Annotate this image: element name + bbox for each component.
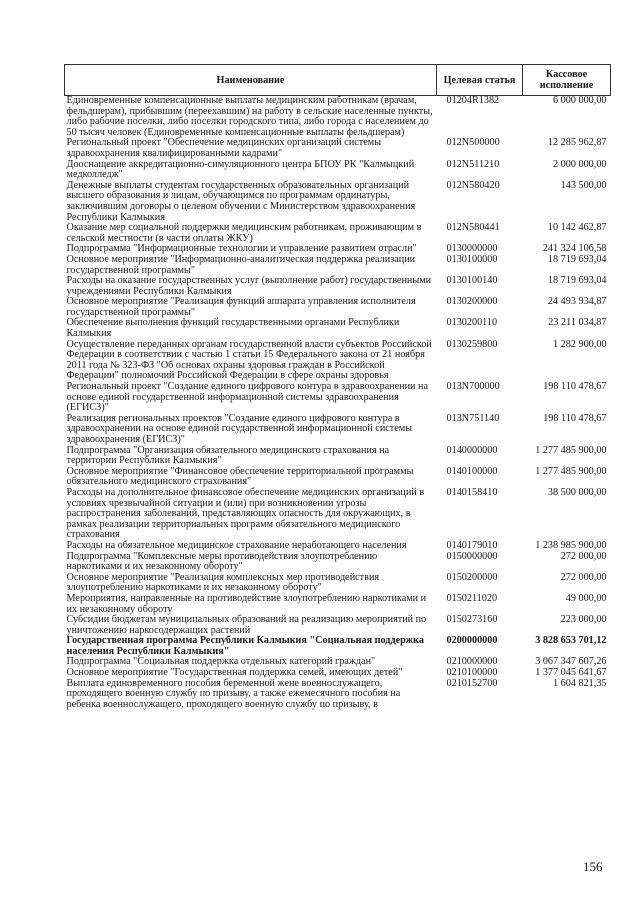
table-row: [65, 541, 611, 552]
row-amount-cell: 10 142 462,87: [547, 222, 607, 234]
row-amount-cell: 2 000 000,00: [553, 158, 607, 170]
row-amount-cell: 3 067 347 607,26: [535, 656, 607, 668]
row-code-cell: 0150200000: [446, 571, 498, 583]
table-row: [65, 414, 611, 446]
row-name-cell: Региональный проект "Обеспечение медицинских организаций системы здравоохранения квалифицированными кадрами": [66, 137, 382, 159]
row-code-cell: 0210152700: [446, 677, 498, 689]
row-name-cell: Расходы на обязательное медицинское страхование неработающего населения: [66, 539, 407, 551]
row-name-cell: Основное мероприятие "Информационно-аналитическая поддержка реализации государственной программы": [66, 253, 416, 276]
row-name-cell: Подпрограмма "Комплексные меры противодействия злоупотреблению наркотиками и их незаконному обороту": [66, 550, 378, 573]
row-code-cell: 012N511210: [446, 158, 500, 170]
row-code-cell: 0150211020: [446, 592, 498, 604]
row-amount-cell: 198 110 478,67: [543, 381, 607, 393]
row-code-cell: 0200000000: [446, 635, 498, 647]
row-amount-cell: 272 000,00: [560, 571, 607, 583]
budget-table: [64, 64, 611, 710]
table-row: [65, 636, 611, 657]
row-code-cell: 0210000000: [446, 656, 498, 668]
row-code-cell: 0150000000: [446, 550, 498, 562]
row-name-cell: Реализация региональных проектов "Создание единого цифрового контура в здравоохранении на основе единой государственной информационной системы здравоохранения (ЕГИСЗ)": [66, 412, 413, 445]
row-amount-cell: 1 604 821,35: [553, 677, 607, 689]
row-name-cell: Основное мероприятие "Реализация функций аппарата управления исполнителя государственной программы": [66, 296, 416, 318]
table-row: [65, 276, 611, 297]
row-code-cell: 0130200110: [446, 317, 498, 329]
row-code-cell: 0140100000: [446, 465, 498, 477]
table-row: [65, 382, 611, 414]
row-name-cell: Единовременные компенсационные выплаты медицинским работникам (врачам, фельдшерам), прибывшим (переехавшим) на работу в сельские населенные пункты, либо рабочие поселки, либо поселки городского типа, либо города с населением до 50 тысяч человек (Единовременные компенсационные выплаты фельдшерам): [66, 95, 433, 138]
row-name-cell: Основное мероприятие "Реализация комплексных мер противодействия злоупотреблению наркотиками и их незаконному обороту": [66, 571, 380, 594]
header-name: Наименование: [65, 65, 437, 96]
row-name-cell: Осуществление переданных органам государственной власти субъектов Российской Федерации в соответствии с частью 1 статьи 15 Федерального закона от 21 ноября 2011 года № 323-ФЗ "Об основах охраны здоровья граждан в Российской Федерации" полномочий Российской Федерации в сфере охраны здоровья: [66, 338, 432, 382]
row-code-cell: 0130259800: [446, 338, 498, 350]
row-name-cell: Денежные выплаты студентам государственных образовательных организаций высшего образования и лицам, обучающимся по программам ординатуры, заключившим договоры о целевом обучении с Министерством здравоохранения Республики Калмыкия: [66, 179, 416, 223]
row-name-cell: Подпрограмма "Организация обязательного медицинского страхования на территории Республики Калмыкия": [66, 444, 390, 467]
table-row: [65, 340, 611, 382]
table-row: [65, 297, 611, 318]
row-amount-cell: 1 277 485 900,00: [535, 444, 607, 456]
row-amount-cell: 1 377 045 641,67: [535, 667, 607, 679]
row-amount-cell: 272 000,00: [560, 550, 607, 562]
table-body: [65, 96, 611, 711]
row-name-cell: Государственная программа Республики Калмыкия "Социальная поддержка населения Республики Калмыкия": [66, 635, 424, 657]
row-code-cell: 012N500000: [446, 137, 500, 149]
table-row: [65, 223, 611, 244]
row-code-cell: 0140158410: [446, 486, 498, 498]
row-name-cell: Подпрограмма "Социальная поддержка отдельных категорий граждан": [66, 656, 376, 668]
row-amount-cell: 12 285 962,87: [547, 137, 607, 149]
header-code: Целевая статья: [437, 65, 523, 96]
row-code-cell: 0140179010: [446, 539, 498, 551]
row-name-cell: Субсидии бюджетам муниципальных образований на реализацию мероприятий по уничтожению наркосодержащих растений: [66, 614, 427, 636]
row-code-cell: 0130000000: [446, 243, 498, 255]
row-amount-cell: 223 000,00: [560, 614, 607, 626]
row-amount-cell: 49 000,00: [565, 592, 607, 604]
table-header-row: [65, 65, 611, 96]
table-row: [65, 552, 611, 573]
row-code-cell: 0130200000: [446, 296, 498, 308]
row-amount-cell: 18 719 693,04: [547, 275, 607, 287]
table-row: [65, 138, 611, 159]
table-row: [65, 446, 611, 467]
table-row: [65, 594, 611, 615]
table-row: [65, 467, 611, 488]
row-amount-cell: 3 828 653 701,12: [535, 635, 607, 647]
table-row: [65, 488, 611, 541]
table-row: [65, 679, 611, 711]
row-name-cell: Оказание мер социальной поддержки медицинским работникам, проживающим в сельской местности (в части оплаты ЖКУ): [66, 222, 422, 244]
row-name-cell: Дооснащение аккредитационно-симуляционного центра БПОУ РК "Калмыцкий медколледж": [66, 158, 415, 181]
row-amount-cell: 1 238 985 900,00: [535, 539, 607, 551]
table-row: [65, 318, 611, 339]
row-name-cell: Подпрограмма "Информационные технологии и управление развитием отрасли": [66, 243, 417, 255]
row-amount-cell: 1 282 900,00: [553, 338, 607, 350]
row-code-cell: 0210100000: [446, 667, 498, 679]
row-code-cell: 0130100140: [446, 275, 498, 287]
row-code-cell: 01204R1382: [446, 95, 500, 106]
row-name-cell: Региональный проект "Создание единого цифрового контура в здравоохранении на основе единой государственной информационной системы здравоохранения (ЕГИСЗ)": [66, 381, 429, 414]
row-name-cell: Основное мероприятие "Финансовое обеспечение территориальной программы обязательного медицинского страхования": [66, 465, 414, 488]
row-code-cell: 0140000000: [446, 444, 498, 456]
row-amount-cell: 18 719 693,04: [547, 253, 607, 265]
page-number: 156: [583, 859, 603, 874]
table-row: [65, 181, 611, 223]
budget-table-page: [64, 64, 610, 710]
table-row: [65, 573, 611, 594]
row-amount-cell: 38 500 000,00: [547, 486, 607, 498]
row-name-cell: Выплата единовременного пособия беременной жене военнослужащего, проходящего военную службу по призыву, а также ежемесячного пособия на ребенка военнослужащего, проходящего военную службу по призыву, в: [66, 677, 401, 710]
header-amount: Кассовое исполнение: [523, 65, 611, 96]
row-code-cell: 0150273160: [446, 614, 498, 626]
row-amount-cell: 143 500,00: [560, 179, 607, 191]
row-amount-cell: 198 110 478,67: [543, 412, 607, 424]
row-amount-cell: 241 324 106,58: [542, 243, 607, 255]
row-name-cell: Мероприятия, направленные на противодействие злоупотреблению наркотиками и их незаконному обороту: [66, 592, 427, 615]
row-code-cell: 012N580441: [446, 222, 500, 234]
table-row: [65, 96, 611, 139]
row-code-cell: 012N580420: [446, 179, 500, 191]
row-amount-cell: 23 211 034,87: [548, 317, 607, 329]
row-amount-cell: 6 000 000,00: [553, 95, 607, 106]
row-code-cell: 0130100000: [446, 253, 498, 265]
row-name-cell: Обеспечение выполнения функций государственными органами Республики Калмыкия: [66, 317, 400, 340]
row-amount-cell: 24 493 934,87: [547, 296, 607, 308]
row-code-cell: 013N700000: [446, 381, 500, 393]
table-row: [65, 255, 611, 276]
row-name-cell: Основное мероприятие "Государственная поддержка семей, имеющих детей": [66, 667, 403, 679]
row-code-cell: 013N751140: [446, 412, 500, 424]
row-name-cell: Расходы на дополнительное финансовое обеспечение медицинских организаций в условиях чрезвычайной ситуации и (или) при возникновении угрозы распространения заболеваний, представляющих опасность для окружающих, в рамках реализации территориальных программ обязательного медицинского страхования: [66, 486, 425, 541]
table-row: [65, 160, 611, 181]
table-row: [65, 615, 611, 636]
row-amount-cell: 1 277 485 900,00: [535, 465, 607, 477]
row-name-cell: Расходы на оказание государственных услуг (выполнение работ) государственными учреждениями Республики Калмыкия: [66, 275, 432, 297]
